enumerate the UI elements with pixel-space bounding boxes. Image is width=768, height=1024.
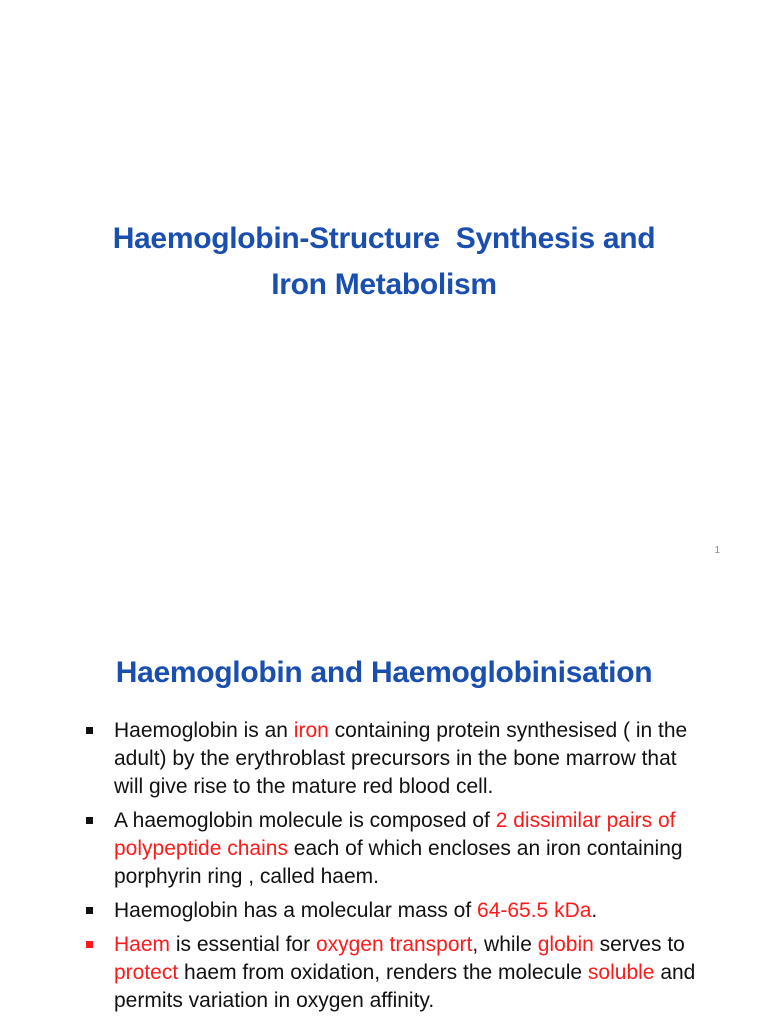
square-bullet-icon — [86, 941, 93, 948]
bullet-text: . — [591, 899, 598, 922]
highlighted-text: soluble — [587, 961, 655, 984]
bullet-text: and permits variation in oxygen affinity. — [114, 961, 696, 1012]
bullet-text: containing protein synthesised ( in the adult) by the erythroblast precursors in the bone marrow that will give rise to the mature red blood cell. — [114, 719, 688, 798]
bullet-text: each of which encloses an iron containing porphyrin ring , called haem. — [114, 837, 683, 888]
highlighted-text: 64-65.5 kDa — [477, 899, 592, 922]
bullet-item — [86, 931, 706, 1015]
square-bullet-icon — [86, 817, 93, 824]
bullet-text: , while — [472, 933, 538, 956]
slide-1-title-line-2: Iron Metabolism — [271, 268, 497, 302]
bullet-item — [86, 897, 706, 925]
bullet-text: serves to — [593, 933, 685, 956]
bullet-text: Haemoglobin has a molecular mass of — [114, 899, 478, 922]
highlighted-text: 2 dissimilar pairs of polypeptide chains — [114, 809, 676, 860]
bullet-item — [86, 807, 706, 891]
bullet-item — [86, 717, 706, 801]
bullet-text: haem from oxidation, renders the molecule — [178, 961, 588, 984]
bullet-list — [86, 717, 706, 1021]
bullet-text: is essential for — [170, 933, 316, 956]
bullet-text: Haemoglobin is an — [114, 719, 294, 742]
bullet-text: A haemoglobin molecule is composed of — [114, 809, 496, 832]
square-bullet-icon — [86, 907, 93, 914]
slide-1-title — [40, 216, 728, 308]
slide-2-title: Haemoglobin and Haemoglobinisation — [115, 655, 653, 689]
highlighted-text: oxygen transport — [315, 933, 473, 956]
slide-number: 1 — [714, 545, 720, 556]
highlighted-text: globin — [537, 933, 594, 956]
highlighted-text: iron — [293, 719, 329, 742]
highlighted-text: protect — [114, 961, 179, 984]
square-bullet-icon — [86, 727, 93, 734]
highlighted-text: Haem — [114, 933, 171, 956]
slide-1-title-line-1: Haemoglobin-Structure Synthesis and — [112, 222, 656, 256]
